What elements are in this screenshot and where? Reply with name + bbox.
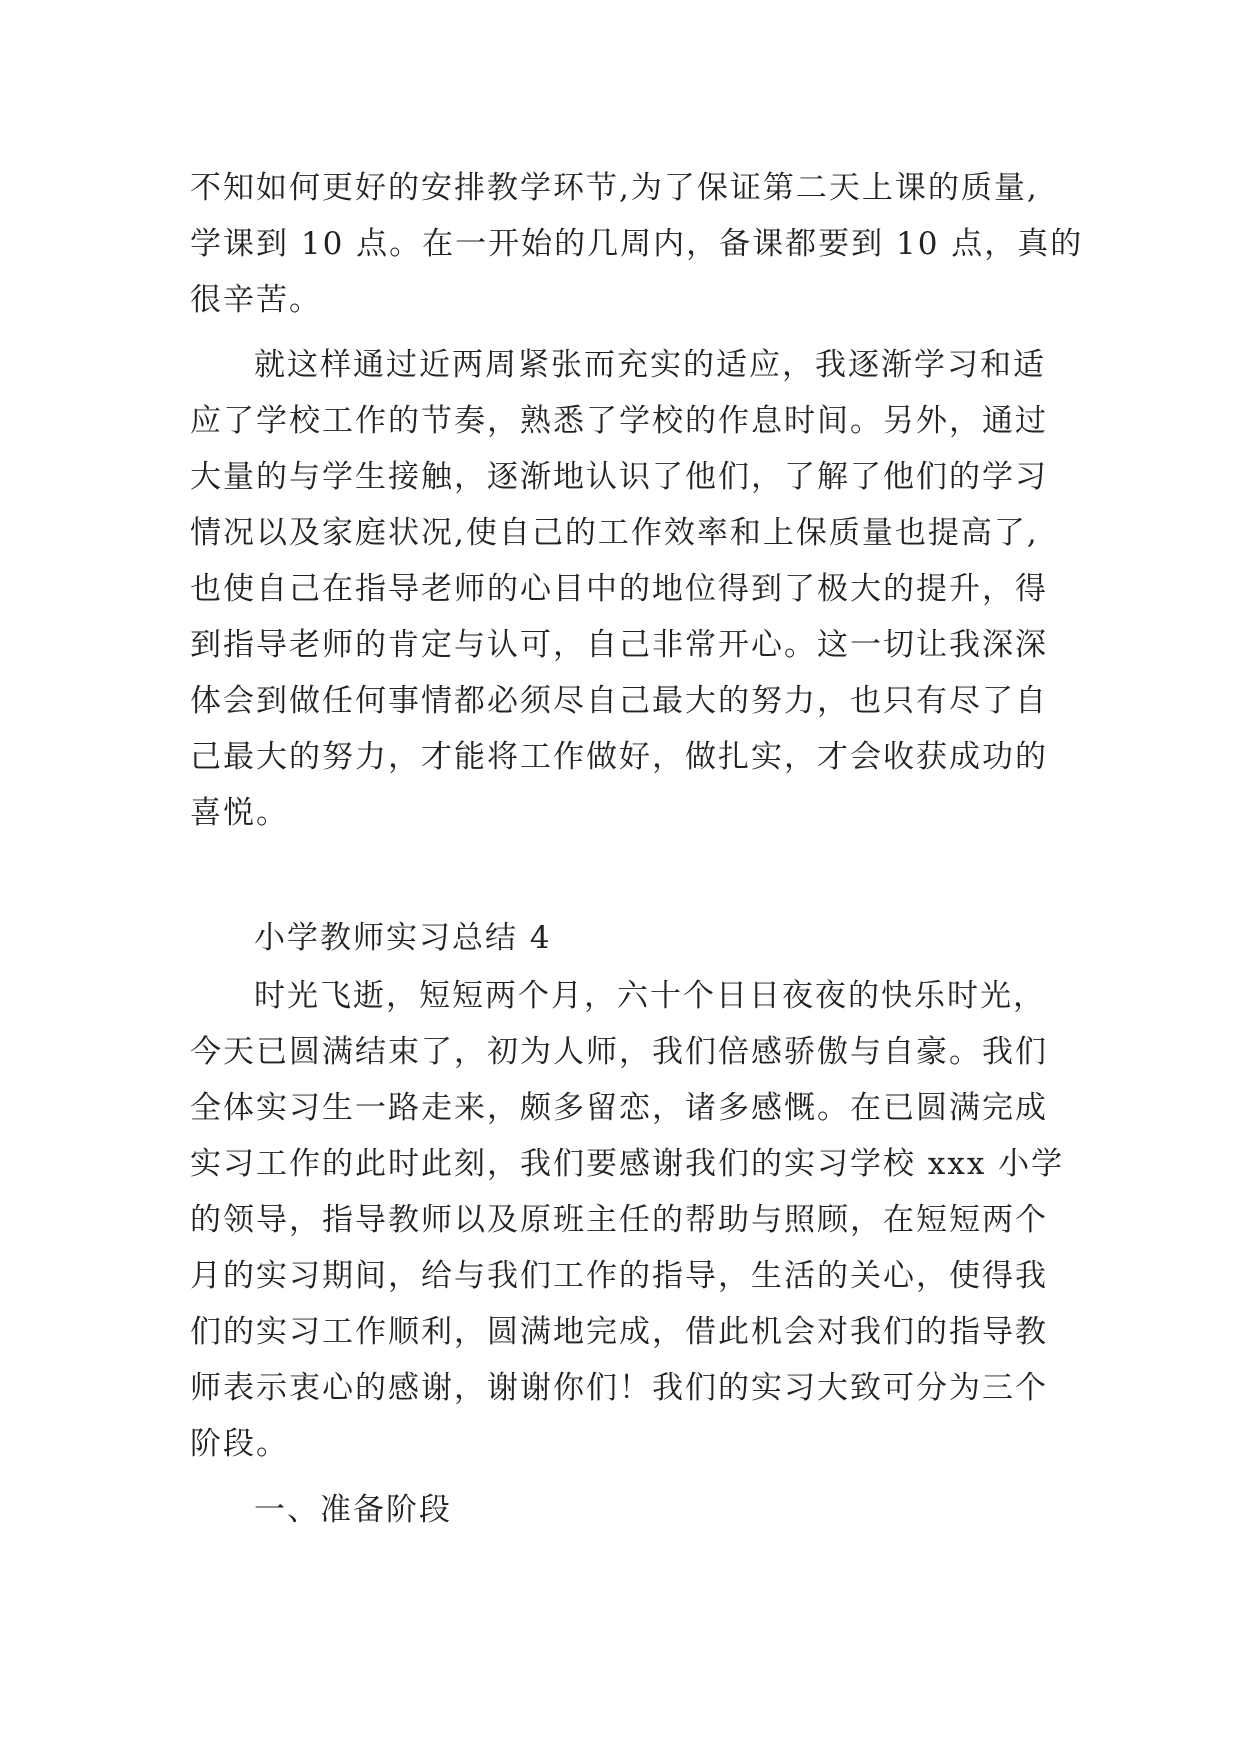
text-line: 的领导，指导教师以及原班主任的帮助与照顾，在短短两个 [190,1202,1048,1238]
text-line: 今天已圆满结束了，初为人师，我们倍感骄傲与自豪。我们 [190,1034,1048,1070]
text-line: 阶段。 [190,1426,289,1462]
text-line: 体会到做任何事情都必须尽自己最大的努力，也只有尽了自 [190,683,1048,719]
text-line: 情况以及家庭状况,使自己的工作效率和上保质量也提高了, [190,515,1039,551]
text-line: 师表示衷心的感谢，谢谢你们！我们的实习大致可分为三个 [190,1370,1048,1406]
text-line: 不知如何更好的安排教学环节,为了保证第二天上课的质量, [190,170,1039,206]
text-line: 很辛苦。 [190,282,322,318]
subsection-heading: 一、准备阶段 [254,1492,452,1528]
text-line: 也使自己在指导老师的心目中的地位得到了极大的提升，得 [190,571,1048,607]
text-line: 己最大的努力，才能将工作做好，做扎实，才会收获成功的 [190,739,1048,775]
text-line: 月的实习期间，给与我们工作的指导，生活的关心，使得我 [190,1258,1048,1294]
text-line: 喜悦。 [190,795,289,831]
text-line: 就这样通过近两周紧张而充实的适应，我逐渐学习和适 [254,347,1046,383]
text-line: 大量的与学生接触，逐渐地认识了他们，了解了他们的学习 [190,459,1048,495]
text-line: 应了学校工作的节奏，熟悉了学校的作息时间。另外，通过 [190,403,1048,439]
text-line: 全体实习生一路走来，颇多留恋，诸多感慨。在已圆满完成 [190,1090,1048,1126]
text-line: 实习工作的此时此刻，我们要感谢我们的实习学校 xxx 小学 [190,1146,1065,1182]
text-line: 时光飞逝，短短两个月，六十个日日夜夜的快乐时光， [254,978,1046,1014]
section-heading: 小学教师实习总结 4 [254,920,552,956]
text-line: 学课到 10 点。在一开始的几周内，备课都要到 10 点，真的 [190,226,1084,262]
text-line: 到指导老师的肯定与认可，自己非常开心。这一切让我深深 [190,627,1048,663]
text-line: 们的实习工作顺利，圆满地完成，借此机会对我们的指导教 [190,1314,1048,1350]
